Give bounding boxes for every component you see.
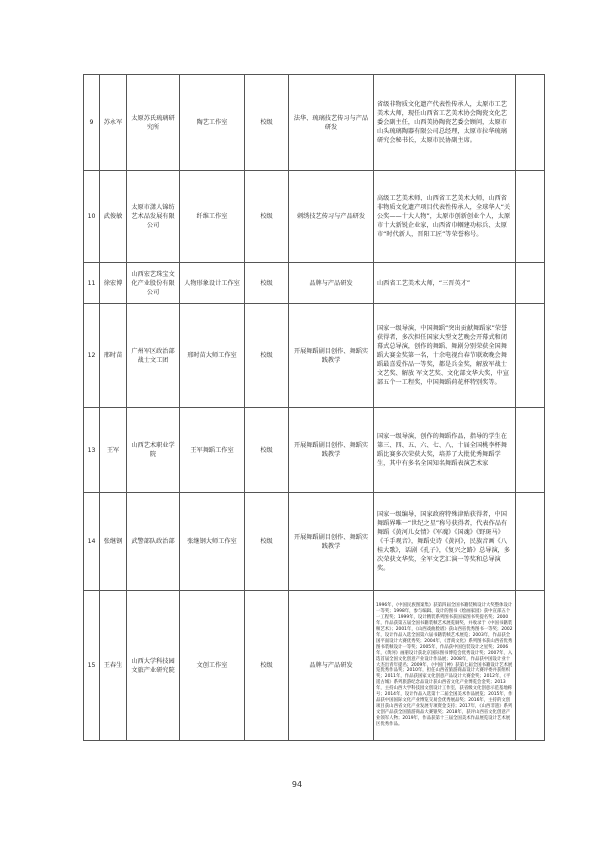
studio-name: 张继钢大师工作室 [180, 493, 245, 591]
table-row [84, 75, 545, 171]
studio-name: 邢时苗大师工作室 [180, 304, 245, 408]
table-row [84, 591, 545, 741]
direction: 品牌与产品研发 [289, 591, 374, 741]
table-row [84, 493, 545, 591]
row-number: 9 [84, 75, 100, 171]
studio-name: 陶艺工作室 [180, 75, 245, 171]
level: 校级 [245, 75, 289, 171]
direction: 开展舞蹈剧目创作、舞蹈实践教学 [289, 408, 374, 493]
level: 校级 [245, 263, 289, 304]
description: 高级工艺美术师、山西省工艺美术大师，山西省非物质文化遗产项目代表性传承人，全球华人“关公奖——十大人物”，太原市创新创业个人，太原市十大新锐企业家，山西省巾帼建功标兵、太原市“时代新人，晋阳工匠”等荣誉称号。 [374, 171, 516, 263]
remark [516, 75, 545, 171]
unit-name: 山西大学科技园文旅产业研究院 [127, 591, 180, 741]
description: 省级非物质文化遗产代表性传承人，太原市工艺美术大师，现任山西省工艺美术协会陶瓷文化艺委会副主任，山西美协陶瓷艺委会顾问，太原市山头琉璃陶器有限公司总经理，太原市拉华琉璃研究会秘书长，太原市民协副主席。 [374, 75, 516, 171]
studio-name: 人物形象设计工作室 [180, 263, 245, 304]
description: 国家一级导演，中国舞蹈“突出贡献舞蹈家”荣誉获得者，多次担任国家大型文艺晚会开幕式和闭幕式总导演，创作的舞蹈、舞剧分别荣获全国舞蹈大赛金奖第一名，十余电视台春节联欢晚会舞蹈最喜爱作品一等奖，都是兵金奖，解放军战士文艺奖、解放 军文艺奖、文化部文华大奖，中宣部五个一工程奖，中国舞蹈荷花杯特别奖等。 [374, 304, 516, 408]
directory-table [83, 74, 545, 741]
row-number: 10 [84, 171, 100, 263]
table-row [84, 304, 545, 408]
level: 校级 [245, 408, 289, 493]
description: 国家一级编导，国家政府特殊津贴获得者，中国舞蹈界唯一“世纪之星”称号获得者，代表作品有舞蹈《黄河儿女情》《军魂》《国魂》《野斑马》《千手观音》，舞蹈史诗《黄河》，民族音画《八桂大歌》，话剧《孔子》，《复兴之路》总导演，多次荣获文华奖，全军文艺汇演一等奖和总导演奖。 [374, 493, 516, 591]
level: 校级 [245, 591, 289, 741]
direction: 刺绣技艺传习与产品研发 [289, 171, 374, 263]
direction: 品牌与产品研发 [289, 263, 374, 304]
unit-name: 武警部队政治部 [127, 493, 180, 591]
table-row [84, 263, 545, 304]
studio-name: 王军舞蹈工作室 [180, 408, 245, 493]
unit-name: 太原苏氏琉璃研究所 [127, 75, 180, 171]
person-name: 苏永军 [100, 75, 127, 171]
table-row [84, 408, 545, 493]
unit-name: 广州军区政治部战士文工团 [127, 304, 180, 408]
person-name: 徐宏博 [100, 263, 127, 304]
remark [516, 263, 545, 304]
studio-name: 文创工作室 [180, 591, 245, 741]
table-row [84, 171, 545, 263]
person-name: 王春生 [100, 591, 127, 741]
description: 山西省工艺美术大师，“三晋英才” [374, 263, 516, 304]
remark [516, 408, 545, 493]
row-number: 14 [84, 493, 100, 591]
level: 校级 [245, 304, 289, 408]
page-number: 94 [291, 780, 303, 789]
row-number: 13 [84, 408, 100, 493]
person-name: 武俊敏 [100, 171, 127, 263]
remark [516, 591, 545, 741]
direction: 开展舞蹈剧目创作、舞蹈实践教学 [289, 304, 374, 408]
row-number: 12 [84, 304, 100, 408]
remark [516, 493, 545, 591]
remark [516, 171, 545, 263]
person-name: 邢时苗 [100, 304, 127, 408]
direction: 开展舞蹈剧目创作、舞蹈实践教学 [289, 493, 374, 591]
level: 校级 [245, 171, 289, 263]
direction: 法华、琉璃技艺传习与产品研发 [289, 75, 374, 171]
unit-name: 山西宏艺珠宝文化产业股份有限公司 [127, 263, 180, 304]
description: 国家一级导演，创作的舞蹈作品，指导的学生在第三、四、五、六、七、八、十届全国桃李杯舞蹈比赛多次荣获大奖，培养了大批优秀舞蹈学生，其中有多名全国知名舞蹈表演艺术家 [374, 408, 516, 493]
person-name: 王军 [100, 408, 127, 493]
row-number: 15 [84, 591, 100, 741]
person-name: 张继钢 [100, 493, 127, 591]
unit-name: 山西艺术职业学院 [127, 408, 180, 493]
unit-name: 太原市潇人锦纺艺术品发展有限公司 [127, 171, 180, 263]
row-number: 11 [84, 263, 100, 304]
description: 1996年，《中国民族图案集》获第四届全国书籍装帧设计大奖整体设计一等奖；1998年，参与编辑、设计的图书《绘画家园》获中宣部五个一工程奖；1999年，设计精装系列图书获国家图书奖提名奖；2000年，作品获第五届全国书籍装帧艺术展览铜奖，并收录于《中国书籍装帧艺术》；2001年，《山西戏曲脸谱》获山西省优秀图书一等奖；2002年，设计作品入选全国第六届书籍装帧艺术展览；2003年，作品获全国平面设计大赛优秀奖；2004年，《晋商文化》系列图书获山西省优秀图书装帧设计一等奖；2005年，作品获中国包装设计之星奖；2006年，《黄河》画册设计获北京国际图书博览会优秀设计奖；2007年，入选首届全国文化创意产业设计作品展；2008年，作品获中国设计业十大杰出青年提名；2009年，《中国门神》获第七届全国书籍设计艺术展览优秀作品奖；2010年，担任山西省旅游商品设计大赛评委并获组织奖；2011年，作品获国家文化创意产品设计大赛金奖；2012年，《平遥古城》系列旅游纪念品设计获山西省文化产业博览会金奖；2013年，主持山西大学科技园文创设计工作室，获省级文化创意示范基地称号；2014年，设计作品入选第十二届全国美术作品展览；2015年，作品获中国国际文化产业博览交易会优秀展品奖；2016年，主持的文创项目获山西省文化产业发展专项资金支持；2017年，《山西非遗》系列文创产品获全国旅游商品大赛银奖；2018年，获评山西省文化创意产业领军人物；2019年，作品获第十三届全国美术作品展览设计艺术展区优秀作品。 [374, 591, 516, 741]
studio-name: 纤维工作室 [180, 171, 245, 263]
level: 校级 [245, 493, 289, 591]
remark [516, 304, 545, 408]
